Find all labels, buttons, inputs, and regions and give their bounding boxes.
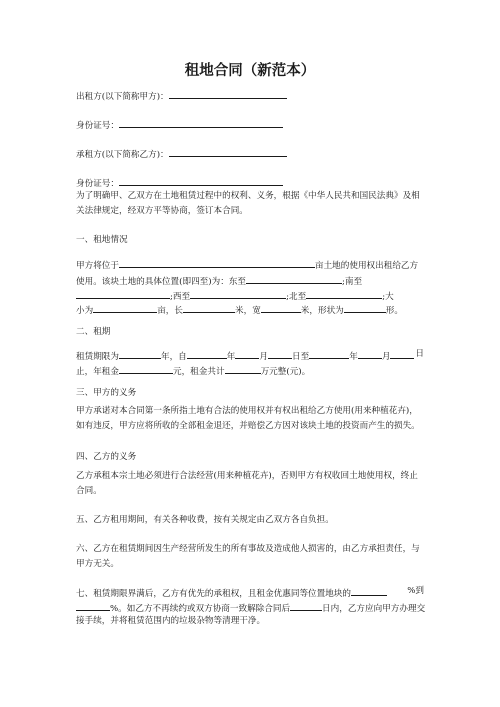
term-blank[interactable] [119,350,161,359]
handover-days-blank[interactable] [290,602,322,611]
s1-text: ;西至 [170,292,191,302]
s1-text: ;大 [382,292,394,302]
s7-line-2 [76,602,425,614]
s2-line-1 [76,350,424,362]
south-blank[interactable] [76,290,170,299]
end-month-blank[interactable] [358,350,382,359]
s2-text: 元，租金共计 [172,367,225,377]
s1-line-2 [76,275,362,287]
party-b-line [76,148,287,160]
east-blank[interactable] [246,275,342,284]
s7-line-1 [76,587,424,599]
s2-text: 年 [226,352,236,362]
section-4-text: 乙方承租本宗土地必须进行合法经营(用来种植花卉)，否则甲方有权收回土地使用权，终止合同。 [76,471,418,496]
id-b-label: 身份证号： [76,179,119,189]
s7-line-3: 接手续，并将租赁范围内的垃圾杂物等清理干净。 [76,616,266,626]
area-blank[interactable] [93,304,157,313]
s7-text: 日内，乙方应向甲方办理交 [322,604,426,614]
section-3-heading: 三、甲方的义务 [76,388,137,398]
party-a-blank[interactable] [169,90,287,99]
s2-text: 月 [381,352,391,362]
end-year-blank[interactable] [309,350,349,359]
s2-line-2 [76,365,310,377]
s2-text: 月 [259,352,268,362]
location-blank[interactable] [119,259,315,268]
id-a-blank[interactable] [119,119,283,128]
party-a-label: 出租方(以下简称甲方)： [76,92,169,102]
s2-text: 日 [415,349,424,359]
id-b-line [76,177,283,189]
s1-text: 甲方将位于 [76,261,119,271]
s1-text: 米，宽 [235,306,261,316]
s1-text: 小为 [76,306,94,316]
intro-paragraph: 为了明确甲、乙双方在土地租赁过程中的权利、义务，根据《中华人民共和国民法典》及相关法律规定，经双方平等协商，签订本合同。 [76,191,420,216]
discount-from-blank[interactable] [351,587,387,596]
s1-text: 使用。该块土地的具体位置(即四至)为：东至 [76,277,246,287]
section-4-heading: 四、乙方的义务 [76,452,137,462]
section-6-text: 六、乙方在租赁期间因生产经营所发生的所有事故及造成他人损害的，由乙方承担责任，与甲方无关。 [76,544,420,569]
s2-text: 年，自 [160,352,187,362]
shape-blank[interactable] [344,304,386,313]
west-blank[interactable] [190,290,286,299]
id-b-blank[interactable] [119,177,283,186]
annual-rent-blank[interactable] [119,365,173,374]
section-1-heading: 一、租地情况 [76,235,128,245]
party-a-line [76,90,287,102]
s2-text: 日至 [292,352,310,362]
section-2-heading: 二、租期 [76,327,111,337]
start-day-blank[interactable] [268,350,292,359]
length-blank[interactable] [183,304,235,313]
s7-text: %。如乙方不再续约或双方协商一致解除合同后 [110,604,291,614]
s1-line-3 [76,290,394,302]
s1-text: 形。 [385,306,403,316]
discount-to-blank[interactable] [76,602,110,611]
s7-text: 七、租赁期限界满后，乙方有优先的承租权，且租金优惠同等位置地块的 [76,589,352,599]
section-3-text: 甲方承诺对本合同第一条所指土地有合法的使用权并有权出租给乙方使用(用来种植花卉)，如有违反，甲方应将所收的全部租金退还，并赔偿乙方因对该块土地的投资而产生的损失。 [76,406,420,431]
party-b-label: 承租方(以下简称乙方)： [76,150,169,160]
id-a-label: 身份证号： [76,121,119,131]
end-day-blank[interactable] [390,350,414,359]
party-b-blank[interactable] [169,148,287,157]
s2-text: 租赁期限为 [76,352,119,362]
s1-text: ;北至 [286,292,307,302]
total-rent-blank[interactable] [225,365,261,374]
s2-text: 年 [349,352,358,362]
start-year-blank[interactable] [187,350,227,359]
s1-text: ;南至 [342,277,363,287]
start-month-blank[interactable] [235,350,259,359]
s1-text: 亩，长 [157,306,183,316]
s1-text: 米，形状为 [300,306,344,316]
s1-line-1 [76,259,418,271]
s1-text: 亩土地的使用权出租给乙方 [314,261,419,271]
section-5-text: 五、乙方租用期间，有关各种收费，按有关规定由乙双方各自负担。 [76,515,334,525]
north-blank[interactable] [306,290,382,299]
s7-text: %到 [407,586,424,596]
s1-line-4 [76,304,403,316]
s2-text: 止，年租金 [76,367,119,377]
document-title: 租地合同（新范本） [184,63,316,79]
width-blank[interactable] [261,304,301,313]
s2-text: 万元整(元)。 [260,367,311,377]
id-a-line [76,119,283,131]
